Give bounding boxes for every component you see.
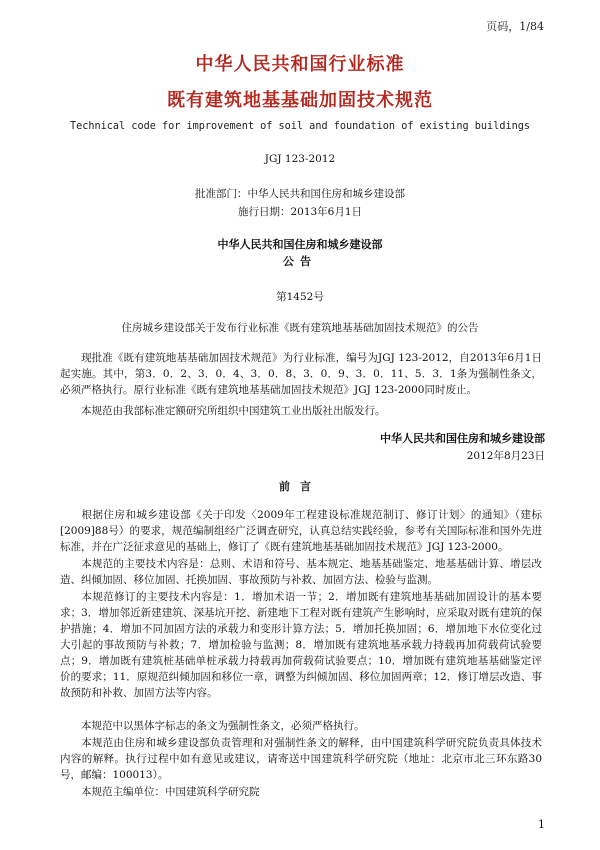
standard-code: JGJ 123-2012 (264, 153, 336, 165)
effective-date: 施行日期：2013年6月1日 (237, 206, 363, 218)
preface-paragraph: 本规范由住房和城乡建设部负责管理和对强制性条文的解释，由中国建筑科学研究院负责具体技术内容的解释。执行过程中如有意见或建议，请寄送中国建筑科学研究院（地址：北京市北三环东路30号，邮编：100013）。 (60, 737, 542, 781)
announcement-issuer: 中华人民共和国住房和城乡建设部 (217, 238, 383, 251)
announcement-paragraph: 本规范由我部标准定额研究所组织中国建筑工业出版社出版发行。 (81, 405, 386, 417)
standard-title: 既有建筑地基基础加固技术规范 (167, 90, 433, 111)
signature-org: 中华人民共和国住房和城乡建设部 (380, 432, 545, 445)
announcement-paragraph: 现批准《既有建筑地基基础加固技术规范》为行业标准，编号为JGJ 123-2012，自2013年6月1日起实施。其中，第3．0．2、3．0．4、3．0．8、3．0．9、3．0．11、5．3．1条为强制性条文，必须严格执行。原行业标准《既有建筑地基基础加固技术规范》JGJ 123-2000同时废止。 (60, 352, 542, 396)
page-number: 1 (538, 818, 545, 831)
page-indicator: 页码，1/84 (486, 20, 544, 33)
preface-paragraph: 本规范的主要技术内容是：总则、术语和符号、基本规定、地基基础鉴定、地基基础计算、增层改造、纠倾加固、移位加固、托换加固、事故预防与补救、加固方法、检验与监测。 (60, 558, 542, 586)
announcement-heading: 住房城乡建设部关于发布行业标准《既有建筑地基基础加固技术规范》的公告 (121, 322, 479, 334)
preface-paragraph: 本规范修订的主要技术内容是：1．增加术语一节；2．增加既有建筑地基基础加固设计的基本要求；3．增加邻近新建建筑、深基坑开挖、新建地下工程对既有建筑产生影响时，应采取对既有建筑的保护措施；4．增加不同加固方法的承载力和变形计算方法；5．增加托换加固；6．增加地下水位变化过大引起的事故预防与补救；7．增加检验与监测；8．增加既有建筑地基承载力持载再加荷载荷试验要点；9．增加既有建筑桩基础单桩承载力持载再加荷载荷试验要点；10．增加既有建筑地基基础鉴定评价的要求；11．原规范纠倾加固和移位一章，调整为纠倾加固、移位加固两章；12．修订增层改造、事故预防和补救、加固方法等内容。 (60, 591, 542, 699)
preface-paragraph: 本规范中以黑体字标志的条文为强制性条文，必须严格执行。 (81, 720, 365, 732)
announcement-label: 公告 (283, 255, 317, 268)
approval-department: 批准部门：中华人民共和国住房和城乡建设部 (195, 188, 405, 200)
signature-date: 2012年8月23日 (466, 450, 545, 462)
preface-paragraph: 根据住房和城乡建设部《关于印发〈2009年工程建设标准规范制订、修订计划〉的通知》（建标[2009]88号）的要求，规范编制组经广泛调查研究，认真总结实践经验，参考有关国际标准和国外先进标准，并在广泛征求意见的基础上，修订了《既有建筑地基基础加固技术规范》JGJ 123-2000。 (60, 509, 542, 553)
preface-paragraph: 本规范主编单位：中国建筑科学研究院 (81, 786, 260, 798)
announcement-number: 第1452号 (276, 291, 324, 303)
standard-category-title: 中华人民共和国行业标准 (195, 54, 405, 75)
english-title: Technical code for improvement of soil and foundation of existing buildings (69, 121, 530, 132)
preface-heading: 前言 (279, 480, 321, 493)
